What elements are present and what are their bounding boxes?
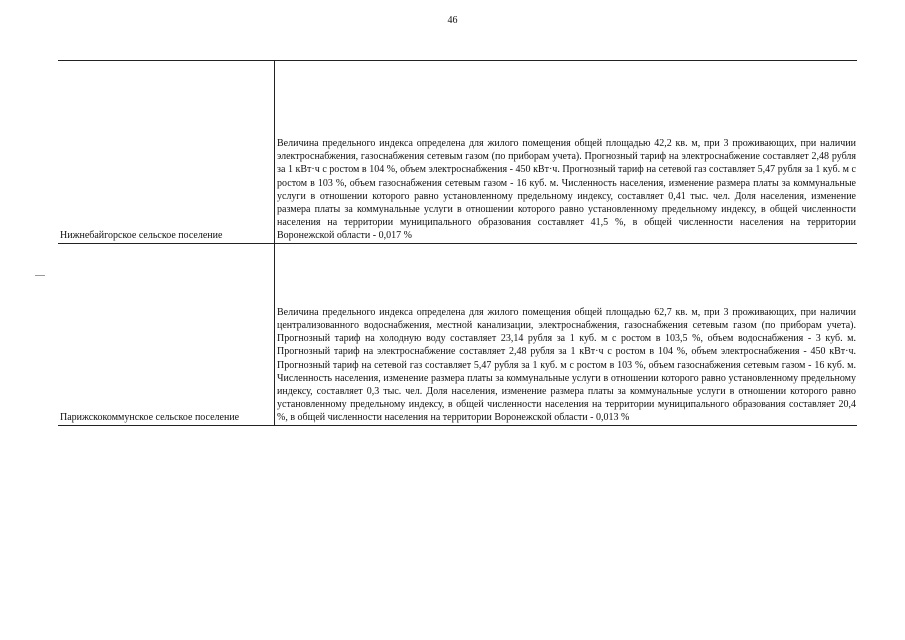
- settlement-name: Парижскокоммунское сельское поселение: [60, 412, 240, 423]
- table-row: [58, 61, 857, 244]
- settlement-name-cell: [58, 61, 275, 243]
- index-description-cell: [275, 244, 857, 425]
- index-description-cell: [275, 61, 857, 243]
- settlement-name: Нижнебайгорское сельское поселение: [60, 230, 223, 241]
- tariff-index-table: [58, 60, 857, 426]
- index-description: Величина предельного индекса определена для жилого помещения общей площадью 42,2 кв. м, при 3 проживающих, при наличии электроснабжения, газоснабжения сетевым газом (по приборам учета). Прогнозный тариф на электроснабжение составляет 2,48 рубля за 1 кВт·ч с ростом в 104 %, объем электроснабжения - 450 кВт·ч. Прогнозный тариф на сетевой газ составляет 5,47 рубля за 1 куб. м с ростом в 103 %, объем газоснабжения сетевым газом - 16 куб. м. Численность населения, изменение размера платы за коммунальные услуги в отношении которого равно установленному предельному индексу, составляет 0,41 тыс. чел. Доля населения, изменение размера платы за коммунальные услуги в отношении которого равно установленному предельному индексу, в общей численности населения на территории муниципального образования составляет 41,5 %, в общей численности населения на территории Воронежской области - 0,017 %: [277, 138, 856, 241]
- settlement-name-cell: [58, 244, 275, 425]
- table-row: [58, 244, 857, 426]
- page-number: 46: [447, 15, 458, 26]
- margin-mark: [35, 275, 45, 276]
- index-description: Величина предельного индекса определена для жилого помещения общей площадью 62,7 кв. м, при 3 проживающих, при наличии централизованного водоснабжения, местной канализации, электроснабжения, газоснабжения сетевым газом (по приборам учета). Прогнозный тариф на холодную воду составляет 23,14 рубля за 1 куб. м с ростом в 103,5 %, объем водоснабжения - 3 куб. м. Прогнозный тариф на электроснабжение составляет 2,48 рубля за 1 кВт·ч с ростом в 104 %, объем электроснабжения - 450 кВт·ч. Прогнозный тариф на сетевой газ составляет 5,47 рубля за 1 куб. м с ростом в 103 %, объем газоснабжения сетевым газом - 16 куб. м. Численность населения, изменение размера платы за коммунальные услуги в отношении которого равно установленному предельному индексу, составляет 0,3 тыс. чел. Доля населения, изменение размера платы за коммунальные услуги в отношении которого равно установленному предельному индексу, в общей численности населения на территории муниципального образования составляет 20,4 %, в общей численности населения на территории Воронежской области - 0,013 %: [277, 307, 856, 423]
